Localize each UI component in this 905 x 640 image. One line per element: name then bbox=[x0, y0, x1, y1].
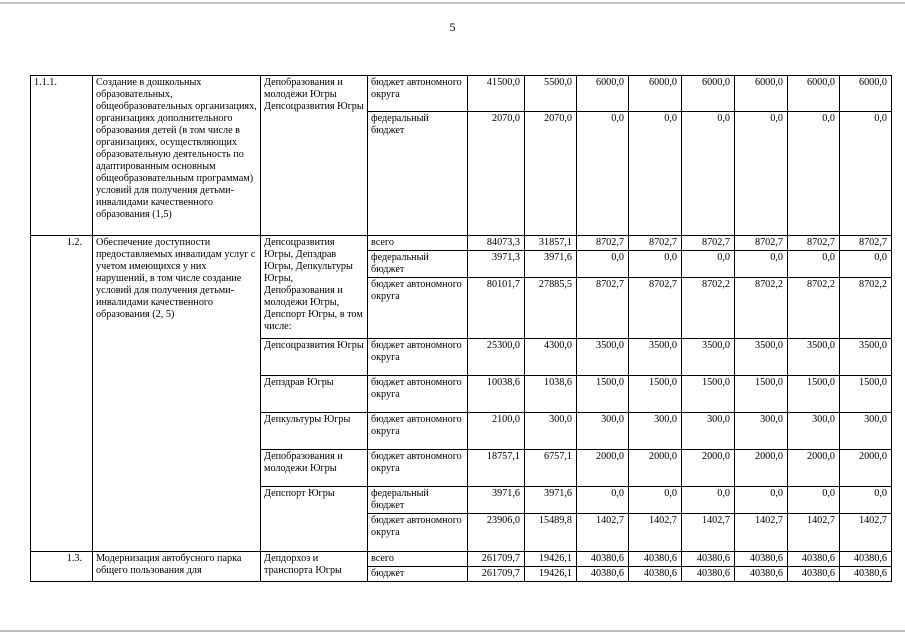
value-year: 15489,8 bbox=[525, 514, 577, 552]
funding-source: бюджет автономного округа bbox=[368, 278, 468, 339]
value-year: 6000,0 bbox=[682, 76, 735, 112]
executor: Депздрав Югры bbox=[261, 376, 368, 413]
value-year: 40380,6 bbox=[629, 567, 682, 582]
value-year: 3500,0 bbox=[788, 339, 840, 376]
value-year: 3500,0 bbox=[629, 339, 682, 376]
value-total: 261709,7 bbox=[468, 567, 525, 582]
value-year: 3500,0 bbox=[682, 339, 735, 376]
value-year: 8702,7 bbox=[577, 236, 629, 251]
value-year: 1402,7 bbox=[577, 514, 629, 552]
executor: Депобразования и молодежи Югры bbox=[261, 450, 368, 487]
value-year: 4300,0 bbox=[525, 339, 577, 376]
value-total: 3971,6 bbox=[468, 487, 525, 514]
value-year: 0,0 bbox=[629, 251, 682, 278]
value-year: 300,0 bbox=[840, 413, 892, 450]
value-total: 10038,6 bbox=[468, 376, 525, 413]
value-year: 1500,0 bbox=[577, 376, 629, 413]
value-year: 3971,6 bbox=[525, 251, 577, 278]
value-year: 300,0 bbox=[788, 413, 840, 450]
value-year: 0,0 bbox=[629, 487, 682, 514]
funding-source: бюджет автономного округа bbox=[368, 76, 468, 112]
value-year: 40380,6 bbox=[788, 552, 840, 567]
value-year: 1402,7 bbox=[840, 514, 892, 552]
value-year: 19426,1 bbox=[525, 567, 577, 582]
value-year: 2000,0 bbox=[577, 450, 629, 487]
value-year: 0,0 bbox=[682, 487, 735, 514]
executor: Депспорт Югры bbox=[261, 487, 368, 552]
value-year: 3500,0 bbox=[577, 339, 629, 376]
value-total: 2100,0 bbox=[468, 413, 525, 450]
value-year: 0,0 bbox=[682, 112, 735, 236]
value-year: 2070,0 bbox=[525, 112, 577, 236]
measure-name: Обеспечение доступности предоставляемых инвалидам услуг с учетом имеющихся у них нарушений, в том числе создание условий для получения детьми-инвалидами качественного образования (2, 5) bbox=[93, 236, 261, 552]
value-total: 25300,0 bbox=[468, 339, 525, 376]
funding-source: федеральный бюджет bbox=[368, 112, 468, 236]
value-year: 40380,6 bbox=[682, 567, 735, 582]
value-year: 1500,0 bbox=[682, 376, 735, 413]
executor: Депдорхоз и транспорта Югры bbox=[261, 552, 368, 582]
value-year: 0,0 bbox=[788, 112, 840, 236]
value-year: 8702,2 bbox=[682, 278, 735, 339]
value-year: 8702,7 bbox=[577, 278, 629, 339]
value-year: 2000,0 bbox=[629, 450, 682, 487]
value-year: 6000,0 bbox=[788, 76, 840, 112]
executor: Депобразования и молодежи Югры Депсоцразвития Югры bbox=[261, 76, 368, 236]
value-total: 261709,7 bbox=[468, 552, 525, 567]
table-row bbox=[31, 236, 892, 251]
funding-source: федеральный бюджет bbox=[368, 251, 468, 278]
value-year: 40380,6 bbox=[788, 567, 840, 582]
value-year: 2000,0 bbox=[840, 450, 892, 487]
value-year: 0,0 bbox=[735, 112, 788, 236]
value-year: 0,0 bbox=[577, 251, 629, 278]
value-year: 40380,6 bbox=[840, 567, 892, 582]
value-year: 3971,6 bbox=[525, 487, 577, 514]
value-year: 0,0 bbox=[840, 251, 892, 278]
value-total: 80101,7 bbox=[468, 278, 525, 339]
executor: Депсоцразвития Югры, Депздрав Югры, Депкультуры Югры, Депобразования и молодежи Югры, Депспорт Югры, в том числе: bbox=[261, 236, 368, 339]
value-year: 300,0 bbox=[629, 413, 682, 450]
value-year: 8702,7 bbox=[788, 236, 840, 251]
value-year: 0,0 bbox=[840, 487, 892, 514]
value-year: 1038,6 bbox=[525, 376, 577, 413]
scan-edge-top bbox=[0, 2, 905, 4]
value-year: 5500,0 bbox=[525, 76, 577, 112]
value-year: 40380,6 bbox=[735, 552, 788, 567]
row-number: 1.3. bbox=[31, 552, 93, 582]
value-year: 2000,0 bbox=[788, 450, 840, 487]
value-total: 3971,3 bbox=[468, 251, 525, 278]
funding-source: бюджет автономного округа bbox=[368, 339, 468, 376]
value-year: 40380,6 bbox=[577, 567, 629, 582]
value-year: 0,0 bbox=[577, 112, 629, 236]
executor: Депсоцразвития Югры bbox=[261, 339, 368, 376]
row-number: 1.1.1. bbox=[31, 76, 93, 236]
funding-source: бюджет автономного округа bbox=[368, 514, 468, 552]
value-year: 6757,1 bbox=[525, 450, 577, 487]
value-year: 19426,1 bbox=[525, 552, 577, 567]
value-total: 23906,0 bbox=[468, 514, 525, 552]
scan-edge-bottom bbox=[0, 630, 905, 632]
value-year: 0,0 bbox=[735, 487, 788, 514]
program-table bbox=[30, 75, 892, 582]
value-year: 8702,2 bbox=[788, 278, 840, 339]
value-year: 0,0 bbox=[840, 112, 892, 236]
value-year: 6000,0 bbox=[840, 76, 892, 112]
value-year: 1402,7 bbox=[788, 514, 840, 552]
measure-name: Создание в дошкольных образовательных, общеобразовательных организациях, организациях дополнительного образования детей (в том числе в организациях, осуществляющих образовательную деятельность по адаптированным основным общеобразовательным программам) условий для получения детьми-инвалидами качественного образования (1,5) bbox=[93, 76, 261, 236]
value-year: 1402,7 bbox=[735, 514, 788, 552]
value-year: 1500,0 bbox=[788, 376, 840, 413]
value-year: 6000,0 bbox=[577, 76, 629, 112]
value-year: 1402,7 bbox=[682, 514, 735, 552]
funding-source: бюджет автономного округа bbox=[368, 413, 468, 450]
funding-source: бюджет автономного округа bbox=[368, 376, 468, 413]
value-year: 1500,0 bbox=[840, 376, 892, 413]
value-year: 0,0 bbox=[788, 487, 840, 514]
value-year: 0,0 bbox=[682, 251, 735, 278]
funding-source: бюджет bbox=[368, 567, 468, 582]
value-year: 40380,6 bbox=[735, 567, 788, 582]
funding-source: федеральный бюджет bbox=[368, 487, 468, 514]
value-total: 2070,0 bbox=[468, 112, 525, 236]
value-year: 3500,0 bbox=[735, 339, 788, 376]
value-year: 8702,7 bbox=[840, 236, 892, 251]
executor: Депкультуры Югры bbox=[261, 413, 368, 450]
value-year: 40380,6 bbox=[840, 552, 892, 567]
value-year: 31857,1 bbox=[525, 236, 577, 251]
value-year: 27885,5 bbox=[525, 278, 577, 339]
value-year: 1402,7 bbox=[629, 514, 682, 552]
table-row bbox=[31, 76, 892, 112]
value-total: 18757,1 bbox=[468, 450, 525, 487]
value-year: 300,0 bbox=[525, 413, 577, 450]
funding-source: бюджет автономного округа bbox=[368, 450, 468, 487]
value-total: 84073,3 bbox=[468, 236, 525, 251]
value-year: 0,0 bbox=[629, 112, 682, 236]
value-year: 8702,2 bbox=[735, 278, 788, 339]
table-row bbox=[31, 552, 892, 567]
value-year: 0,0 bbox=[788, 251, 840, 278]
value-year: 2000,0 bbox=[682, 450, 735, 487]
funding-source: всего bbox=[368, 552, 468, 567]
value-year: 8702,7 bbox=[629, 278, 682, 339]
value-year: 40380,6 bbox=[629, 552, 682, 567]
value-total: 41500,0 bbox=[468, 76, 525, 112]
value-year: 1500,0 bbox=[629, 376, 682, 413]
value-year: 6000,0 bbox=[735, 76, 788, 112]
value-year: 300,0 bbox=[735, 413, 788, 450]
value-year: 300,0 bbox=[577, 413, 629, 450]
value-year: 1500,0 bbox=[735, 376, 788, 413]
value-year: 3500,0 bbox=[840, 339, 892, 376]
value-year: 8702,7 bbox=[629, 236, 682, 251]
page-number: 5 bbox=[449, 20, 456, 34]
value-year: 0,0 bbox=[577, 487, 629, 514]
value-year: 300,0 bbox=[682, 413, 735, 450]
value-year: 8702,7 bbox=[682, 236, 735, 251]
row-number: 1.2. bbox=[31, 236, 93, 552]
value-year: 2000,0 bbox=[735, 450, 788, 487]
value-year: 8702,2 bbox=[840, 278, 892, 339]
value-year: 8702,7 bbox=[735, 236, 788, 251]
measure-name: Модернизация автобусного парка общего пользования для bbox=[93, 552, 261, 582]
value-year: 6000,0 bbox=[629, 76, 682, 112]
funding-source: всего bbox=[368, 236, 468, 251]
value-year: 0,0 bbox=[735, 251, 788, 278]
value-year: 40380,6 bbox=[577, 552, 629, 567]
value-year: 40380,6 bbox=[682, 552, 735, 567]
